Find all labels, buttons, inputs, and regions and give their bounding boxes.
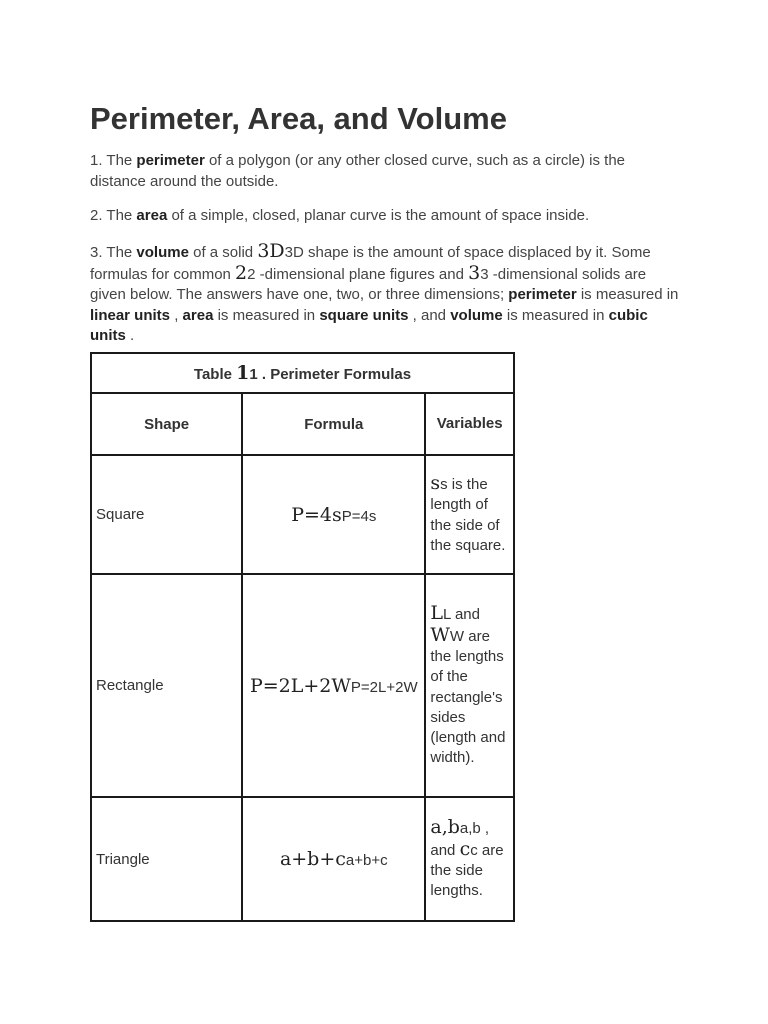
header-shape: Shape [91,393,242,455]
term-linear-units: linear units [90,306,171,324]
var-math: c [459,837,471,860]
p2-prefix: 2. The [90,207,137,224]
table-header-row [91,393,514,455]
cell-formula [242,574,425,797]
p3-text-9: is measured in [502,306,609,324]
p1-text: of a polygon (or any other closed curve, such as a circle) is the distance around the outside. [90,152,626,190]
var-math: a,b [430,815,460,838]
p3-text-10: . [125,326,135,344]
p3-text-2: 3D shape is the amount of space displaced by it. Some formulas for common [90,244,651,284]
p3-text-1: of a solid [188,244,258,261]
paragraph-area [90,206,680,227]
term-area-2: area [182,306,214,324]
cell-formula [242,455,425,574]
term-perimeter: perimeter [136,152,205,169]
caption-math: 1 [236,362,250,384]
cell-variables [425,797,514,921]
formula-text: P=2L+2W [350,678,418,696]
term-square-units: square units [319,306,409,324]
math-3: 3 [468,262,481,285]
math-3d: 3D [257,240,285,262]
p3-prefix: 3. The [90,244,137,261]
cell-shape: Rectangle [91,574,242,797]
table-row [91,797,514,921]
var-math: s [430,472,441,495]
term-volume-2: volume [450,306,503,324]
term-area: area [136,207,168,224]
var-text: c are the side lengths. [430,841,504,900]
var-text: W are the lengths of the rectangle's sides (length and width). [430,627,506,767]
var-text: s is the length of the side of the square. [430,476,506,554]
caption-prefix: Table [193,366,237,383]
caption-text: 1 . Perimeter Formulas [249,366,412,383]
p3-text-5: is measured in [576,286,679,304]
formula-text: P=4s [341,507,377,525]
var-math: W [430,623,450,646]
cell-shape: Square [91,455,242,574]
cell-variables [425,574,514,797]
p3-text-7: is measured in [213,306,320,324]
table-row [91,455,514,574]
p1-prefix: 1. The [90,152,137,169]
p3-text-3: 2 -dimensional plane figures and [247,266,469,284]
var-text: L and [443,605,480,623]
table-caption-row [91,353,514,393]
paragraph-perimeter [90,151,680,192]
table-row [91,574,514,797]
formula-math: P=2L+2W [249,674,351,697]
formula-text: a+b+c [345,852,388,869]
formula-math: a+b+c [279,848,346,870]
var-math: L [430,601,443,624]
var-text: a,b , and [430,819,490,859]
header-variables: Variables [425,393,514,455]
formula-math: P=4s [291,503,342,526]
cell-formula [242,797,425,921]
p2-text: of a simple, closed, planar curve is the amount of space inside. [167,207,590,224]
paragraph-volume [90,241,680,346]
page-title: Perimeter, Area, and Volume [90,101,507,136]
p3-text-6: , [170,306,183,324]
term-perimeter-2: perimeter [508,286,577,304]
math-2: 2 [235,262,248,285]
table-caption [91,353,514,393]
cell-shape: Triangle [91,797,242,921]
p3-text-4: 3 -dimensional solids are given below. The answers have one, two, or three dimensions; [90,266,647,304]
header-formula: Formula [242,393,425,455]
p3-text-8: , and [408,306,451,324]
term-cubic-units: cubic units [90,306,648,344]
term-volume: volume [136,244,189,261]
perimeter-formulas-table [90,352,515,922]
cell-variables [425,455,514,574]
